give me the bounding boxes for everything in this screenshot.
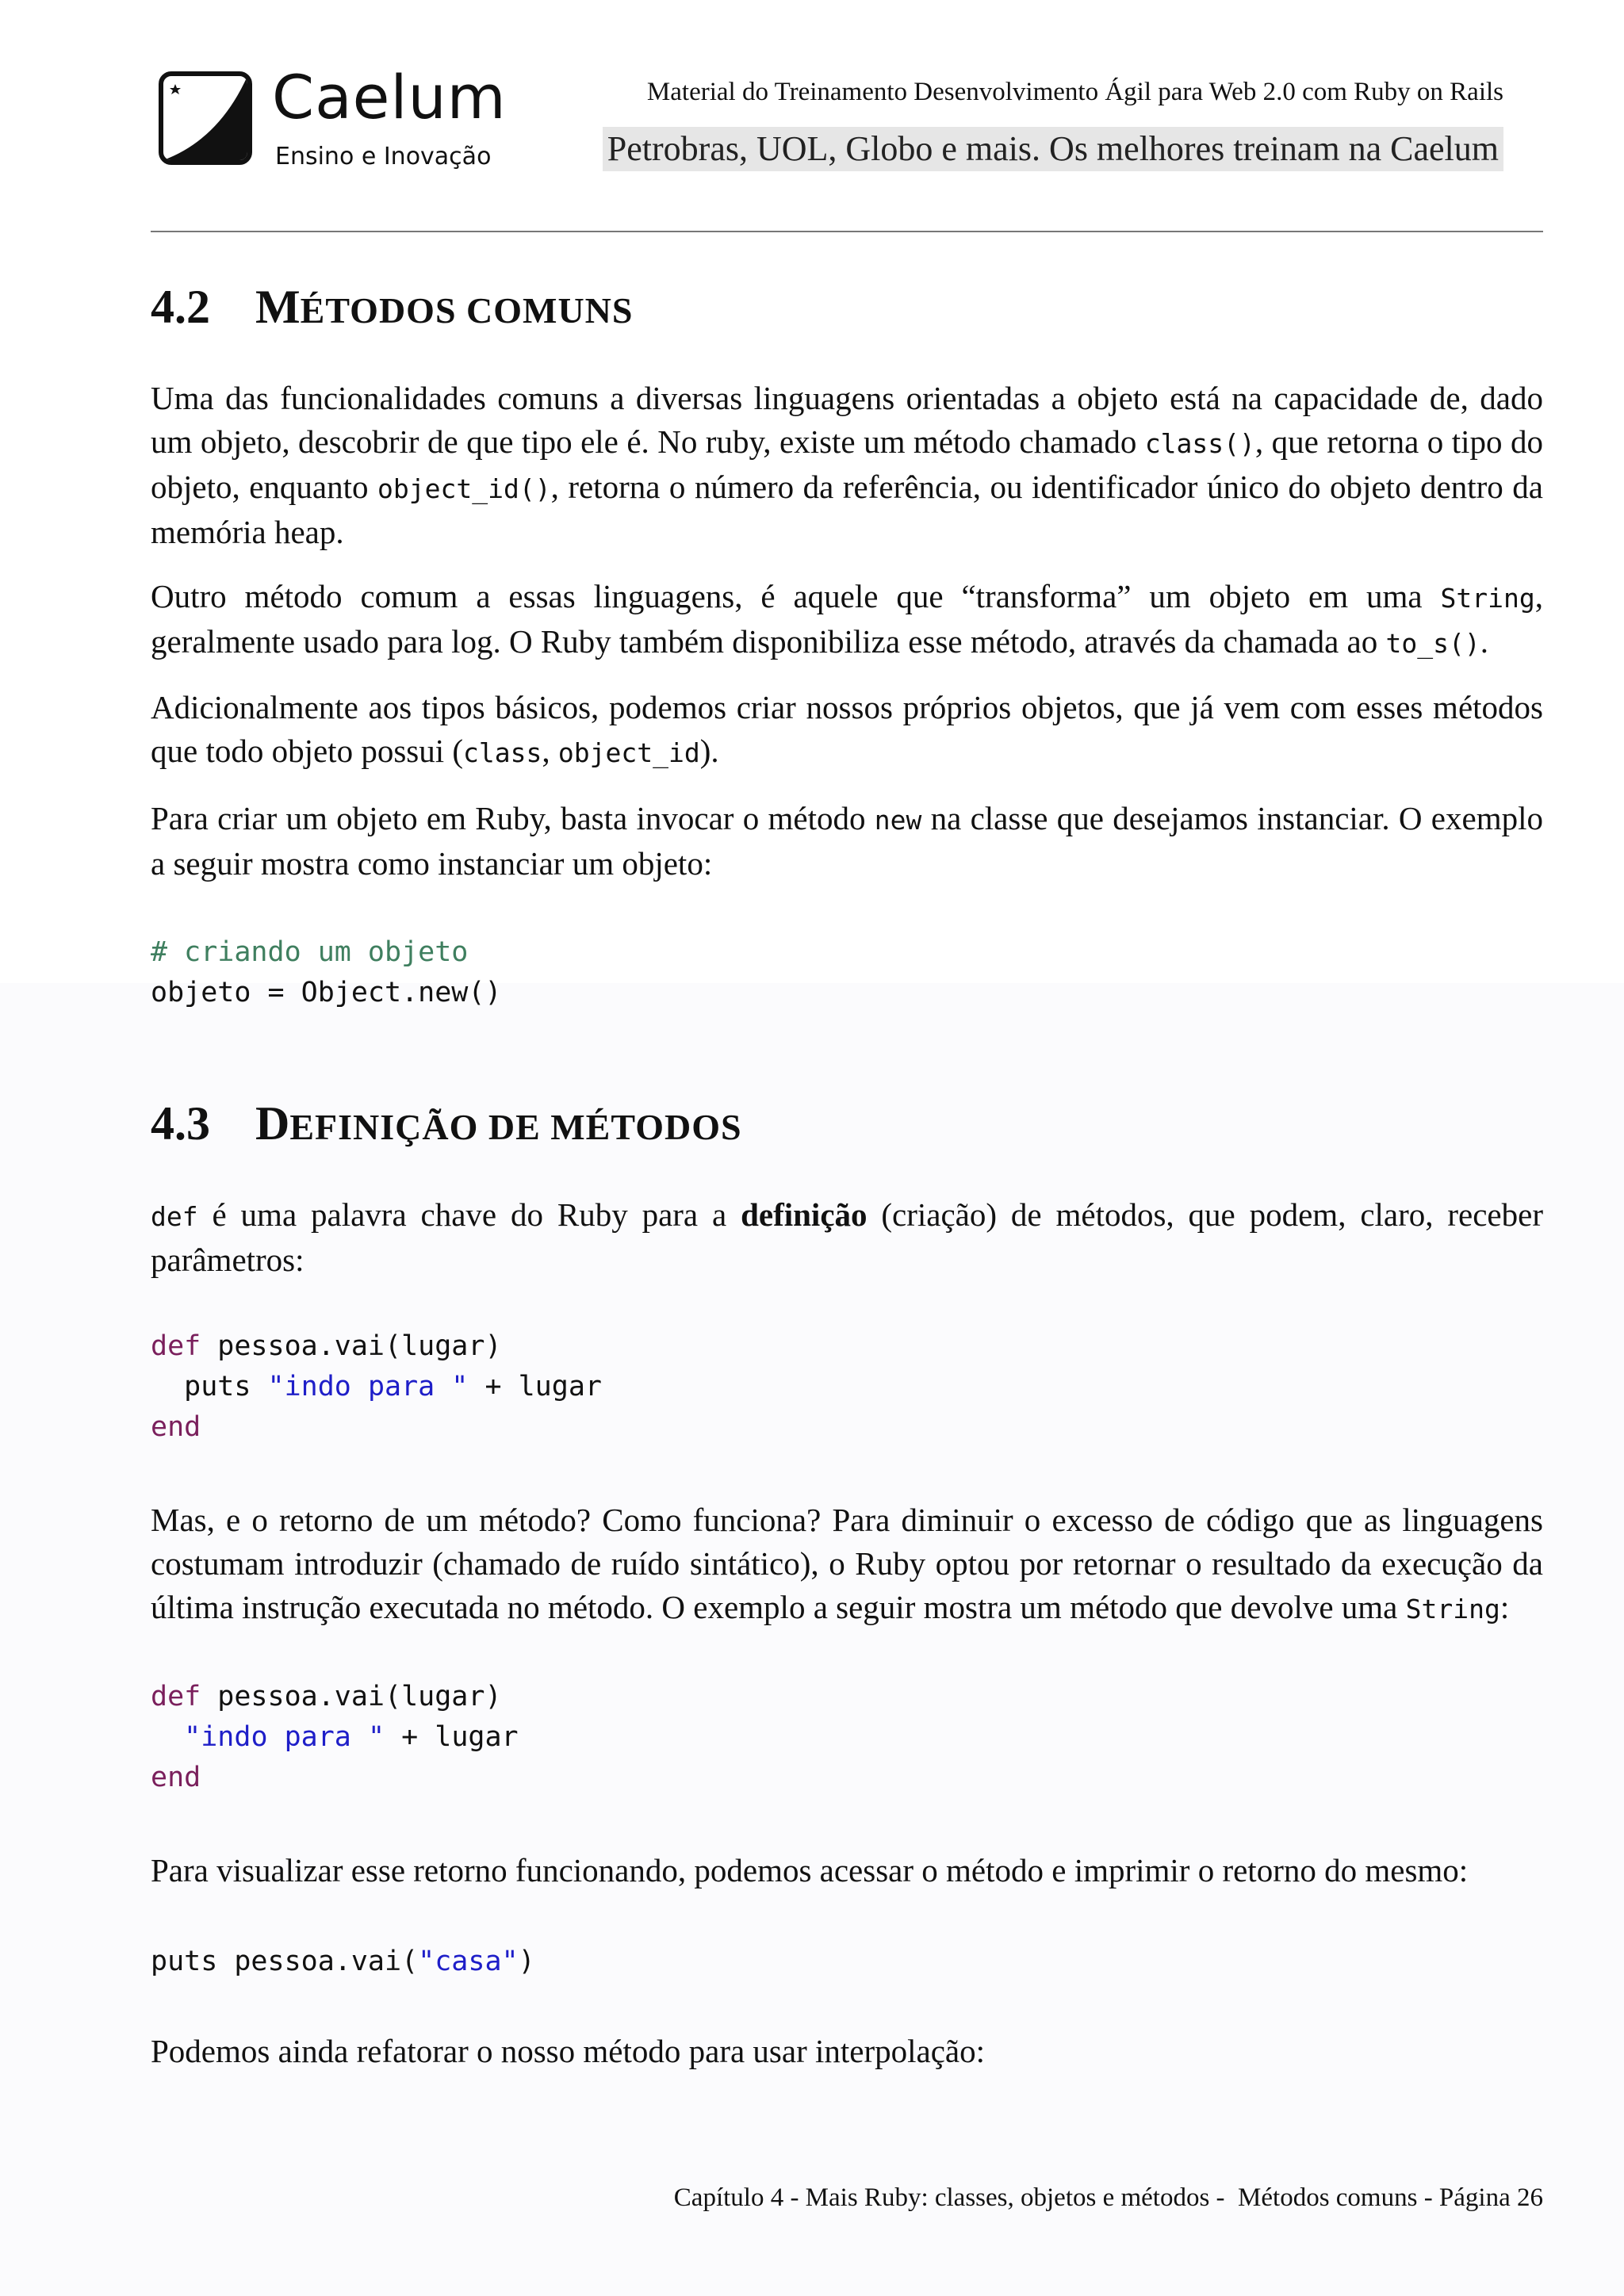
- inline-code: String: [1405, 1594, 1500, 1624]
- text: :: [1500, 1589, 1510, 1625]
- text: , geralmente usado para log. O Ruby também disponibiliza esse método, através da chamada ao: [151, 578, 1543, 660]
- text: ,: [542, 733, 558, 769]
- text: Outro método comum a essas linguagens, é aquele que “transforma” um objeto em uma: [151, 578, 1441, 614]
- paragraph: [151, 797, 1543, 886]
- header-divider: [151, 231, 1543, 232]
- paragraph: [151, 686, 1543, 775]
- code-text: + lugar: [468, 1371, 602, 1402]
- text: Adicionalmente aos tipos básicos, podemos criar nossos próprios objetos, que já vem com esses métodos que todo objeto possui (: [151, 689, 1543, 769]
- code-keyword: end: [151, 1411, 201, 1443]
- caelum-logo: [155, 62, 507, 178]
- code-block: [151, 932, 502, 1013]
- text: Mas, e o retorno de um método? Como funciona? Para diminuir o excesso de código que as linguagens costumam introduzir (chamado de ruído sintático), o Ruby optou por retornar o resultado da execução da última instrução executada no método. O exemplo a seguir mostra um método que devolve uma: [151, 1502, 1543, 1625]
- paragraph: [151, 377, 1543, 554]
- text: .: [1480, 623, 1488, 660]
- code-keyword: def: [151, 1330, 201, 1362]
- caelum-logo-icon: [159, 71, 252, 165]
- inline-code: String: [1440, 583, 1535, 614]
- code-text: + lugar: [385, 1721, 519, 1753]
- code-text: puts: [151, 1371, 268, 1402]
- code-string: "indo para ": [267, 1371, 469, 1402]
- bold-term: definição: [741, 1196, 868, 1233]
- text: Uma das funcionalidades comuns a diversas linguagens orientadas a objeto está na capacidade de, dado um objeto, descobrir de que tipo ele é. No ruby, existe um método chamado: [151, 380, 1543, 460]
- text: Para visualizar esse retorno funcionando, podemos acessar o método e imprimir o retorno do mesmo:: [151, 1852, 1469, 1888]
- paragraph: [151, 2030, 1543, 2073]
- text: é uma palavra chave do Ruby para a: [197, 1196, 741, 1233]
- section-number: 4.2: [151, 281, 210, 333]
- code-text: pessoa.vai(lugar): [201, 1330, 502, 1362]
- code-keyword: def: [151, 1681, 201, 1712]
- section-number: 4.3: [151, 1097, 210, 1150]
- inline-code: object_id(): [377, 473, 551, 504]
- code-block: [151, 1677, 519, 1798]
- text: na classe que desejamos instanciar. O exemplo a seguir mostra como instanciar um objeto:: [151, 800, 1543, 882]
- inline-code: def: [151, 1201, 198, 1232]
- inline-code: object_id: [557, 737, 700, 768]
- text: , retorna o número da referência, ou identificador único do objeto dentro da memória heap.: [151, 469, 1543, 550]
- code-block: [151, 1326, 602, 1448]
- inline-code: new: [874, 805, 922, 836]
- section-heading-4-3: [151, 1096, 742, 1155]
- code-keyword: end: [151, 1762, 201, 1793]
- text: , que retorna o tipo do objeto, enquanto: [151, 423, 1543, 505]
- section-heading-4-2: [151, 279, 633, 339]
- code-string: "casa": [418, 1946, 519, 1977]
- section-title-initial: M: [255, 281, 301, 333]
- text: Podemos ainda refatorar o nosso método para usar interpolação:: [151, 2033, 985, 2069]
- code-block: [151, 1942, 535, 1982]
- paragraph: [151, 1498, 1543, 1631]
- paragraph: [151, 575, 1543, 665]
- section-title-rest: ÉTODOS COMUNS: [300, 290, 634, 331]
- section-title-initial: D: [255, 1097, 290, 1150]
- code-comment: # criando um objeto: [151, 936, 469, 968]
- text: Para criar um objeto em Ruby, basta invocar o método: [151, 800, 875, 836]
- code-text: [151, 1721, 184, 1753]
- code-string: "indo para ": [184, 1721, 385, 1753]
- header-slogan: Petrobras, UOL, Globo e mais. Os melhores treinam na Caelum: [603, 127, 1503, 171]
- code-text: puts pessoa.vai(: [151, 1946, 419, 1977]
- inline-code: to_s(): [1385, 628, 1480, 659]
- paragraph: [151, 1849, 1543, 1892]
- code-text: ): [518, 1946, 535, 1977]
- inline-code: class(): [1144, 428, 1255, 459]
- page-footer: Capítulo 4 - Mais Ruby: classes, objetos e métodos - Métodos comuns - Página 26: [673, 2183, 1543, 2212]
- paragraph: [151, 1193, 1543, 1282]
- inline-code: class: [463, 737, 542, 768]
- logo-tagline: Ensino e Inovação: [275, 143, 492, 170]
- code-line: objeto = Object.new(): [151, 977, 502, 1008]
- text: (criação) de métodos, que podem, claro, receber parâmetros:: [151, 1196, 1543, 1278]
- header-course-title: Material do Treinamento Desenvolvimento Ágil para Web 2.0 com Ruby on Rails: [646, 78, 1503, 106]
- code-text: pessoa.vai(lugar): [201, 1681, 502, 1712]
- text: ).: [699, 733, 719, 769]
- section-title-rest: EFINIÇÃO DE MÉTODOS: [289, 1107, 742, 1147]
- logo-name: Caelum: [272, 62, 507, 132]
